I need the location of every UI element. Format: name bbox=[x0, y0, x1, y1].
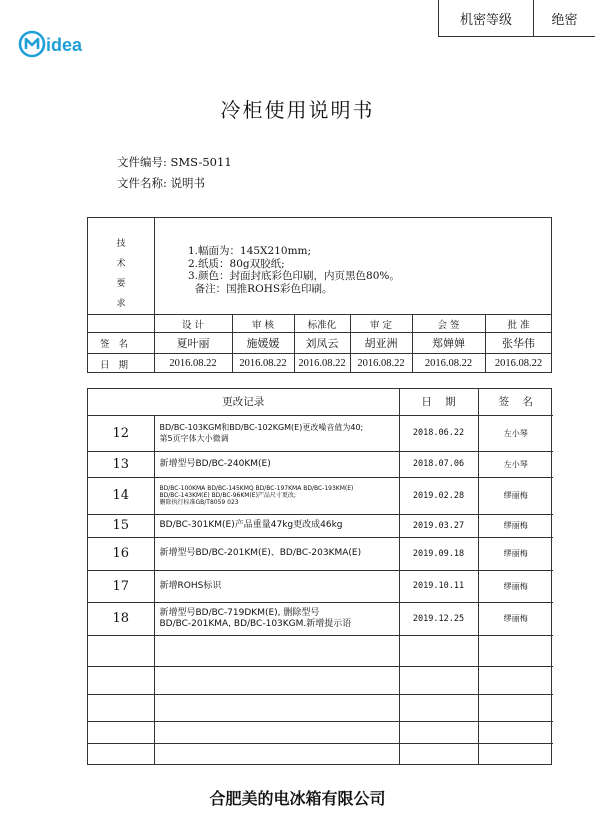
record-content: 新增型号BD/BC-201KM(E)、BD/BC-203KMA(E) bbox=[154, 537, 399, 570]
empty-row bbox=[88, 743, 553, 764]
table-row bbox=[88, 415, 553, 451]
sign-date: 2016.08.22 bbox=[239, 358, 287, 369]
role-designer: 设 计 bbox=[181, 320, 205, 331]
empty-row bbox=[88, 694, 553, 721]
approval-table bbox=[87, 217, 552, 373]
table-row bbox=[88, 537, 553, 570]
signer-name: 施媛媛 bbox=[246, 337, 280, 350]
sign-row-label bbox=[88, 333, 154, 353]
role-validator: 审 定 bbox=[369, 320, 393, 331]
record-number: 14 bbox=[88, 477, 154, 514]
table-row bbox=[88, 602, 553, 635]
record-header-row bbox=[88, 389, 553, 415]
record-content: BD/BC-100KMA BD/BC-145KMQ BD/BC-197KMA BD/BC-193KM(E) BD/BC-143KM(E) BD/BC-96KM(E)产品尺寸更改; 删除执行标准GB/T8059 023 bbox=[154, 477, 399, 514]
record-content: 新增ROHS标识 bbox=[154, 570, 399, 602]
record-content: BD/BC-103KGM和BD/BC-102KGM(E)更改噪音值为40; 第5页字体大小微调 bbox=[154, 415, 399, 451]
sign-date: 2016.08.22 bbox=[494, 358, 543, 369]
tech-requirements-label bbox=[88, 234, 154, 314]
confidentiality-label: 机密等级 bbox=[439, 0, 534, 36]
date-label: 日 期 bbox=[100, 359, 129, 371]
record-date: 2019.12.25 bbox=[399, 602, 478, 635]
record-date: 2018.07.06 bbox=[399, 451, 478, 477]
tech-label-char: 要 bbox=[116, 279, 126, 289]
document-title: 冷柜使用说明书 bbox=[220, 98, 375, 122]
record-header-sign: 签 名 bbox=[478, 389, 553, 415]
empty-row bbox=[88, 635, 553, 666]
record-signer: 缪丽梅 bbox=[478, 514, 553, 537]
role-standardization: 标准化 bbox=[307, 320, 337, 331]
record-header-content: 更改记录 bbox=[88, 389, 399, 415]
midea-logo bbox=[18, 28, 108, 60]
tech-label-char: 求 bbox=[116, 299, 126, 309]
record-signer: 缪丽梅 bbox=[478, 602, 553, 635]
date-row-label bbox=[88, 354, 154, 373]
spec-line: 1.幅面为：145X210mm; bbox=[188, 245, 312, 257]
company-name: 合肥美的电冰箱有限公司 bbox=[209, 789, 386, 808]
record-content: 新增型号BD/BC-240KM(E) bbox=[154, 451, 399, 477]
record-date: 2019.03.27 bbox=[399, 514, 478, 537]
table-row bbox=[88, 514, 553, 537]
record-date: 2019.02.28 bbox=[399, 477, 478, 514]
record-number: 15 bbox=[88, 514, 154, 537]
record-header-date: 日 期 bbox=[399, 389, 478, 415]
record-signer: 缪丽梅 bbox=[478, 477, 553, 514]
tech-label-char: 技 bbox=[116, 239, 126, 249]
spec-line: 备注：国推ROHS彩色印刷。 bbox=[188, 282, 333, 295]
record-signer: 左小琴 bbox=[478, 451, 553, 477]
role-countersign: 会 签 bbox=[437, 320, 460, 331]
sign-date: 2016.08.22 bbox=[424, 358, 473, 369]
logo-text: idea bbox=[46, 35, 83, 55]
signer-name: 郑婵婵 bbox=[432, 337, 465, 350]
sign-date: 2016.08.22 bbox=[357, 358, 405, 369]
signer-name: 张华伟 bbox=[502, 337, 535, 350]
tech-label-char: 术 bbox=[116, 259, 126, 269]
confidentiality-value: 绝密 bbox=[551, 12, 578, 28]
document-number: 文件编号: SMS-5011 bbox=[117, 155, 232, 169]
record-number: 13 bbox=[88, 451, 154, 477]
record-number: 16 bbox=[88, 537, 154, 570]
role-approver: 批 准 bbox=[507, 320, 530, 331]
empty-row bbox=[88, 666, 553, 694]
sign-date: 2016.08.22 bbox=[298, 358, 346, 369]
record-date: 2018.06.22 bbox=[399, 415, 478, 451]
spec-line: 3.颜色：封面封底彩色印刷，内页黑色80%。 bbox=[188, 270, 400, 282]
record-number: 18 bbox=[88, 602, 154, 635]
signer-name: 刘凤云 bbox=[305, 337, 339, 350]
spec-line: 2.纸质：80g双胶纸; bbox=[188, 257, 285, 270]
record-number: 12 bbox=[88, 415, 154, 451]
table-row bbox=[88, 451, 553, 477]
record-content: 新增型号BD/BC-719DKM(E), 删除型号 BD/BC-201KMA, BD/BC-103KGM.新增提示语 bbox=[154, 602, 399, 635]
tech-requirements bbox=[188, 245, 400, 295]
record-date: 2019.09.18 bbox=[399, 537, 478, 570]
sign-date: 2016.08.22 bbox=[169, 358, 217, 369]
record-signer: 缪丽梅 bbox=[478, 537, 553, 570]
change-record-table bbox=[87, 388, 552, 765]
confidentiality-box bbox=[438, 0, 595, 37]
empty-row bbox=[88, 721, 553, 743]
table-row bbox=[88, 477, 553, 514]
signer-name: 夏叶丽 bbox=[176, 337, 210, 350]
sign-label: 签 名 bbox=[100, 339, 129, 350]
document-name: 文件名称: 说明书 bbox=[117, 176, 206, 190]
record-date: 2019.10.11 bbox=[399, 570, 478, 602]
record-signer: 缪丽梅 bbox=[478, 570, 553, 602]
role-reviewer: 审 核 bbox=[251, 320, 275, 331]
table-row bbox=[88, 570, 553, 602]
record-number: 17 bbox=[88, 570, 154, 602]
record-content: BD/BC-301KM(E)产品重量47kg更改成46kg bbox=[154, 514, 399, 537]
record-signer: 左小琴 bbox=[478, 415, 553, 451]
signer-name: 胡亚洲 bbox=[364, 337, 398, 350]
